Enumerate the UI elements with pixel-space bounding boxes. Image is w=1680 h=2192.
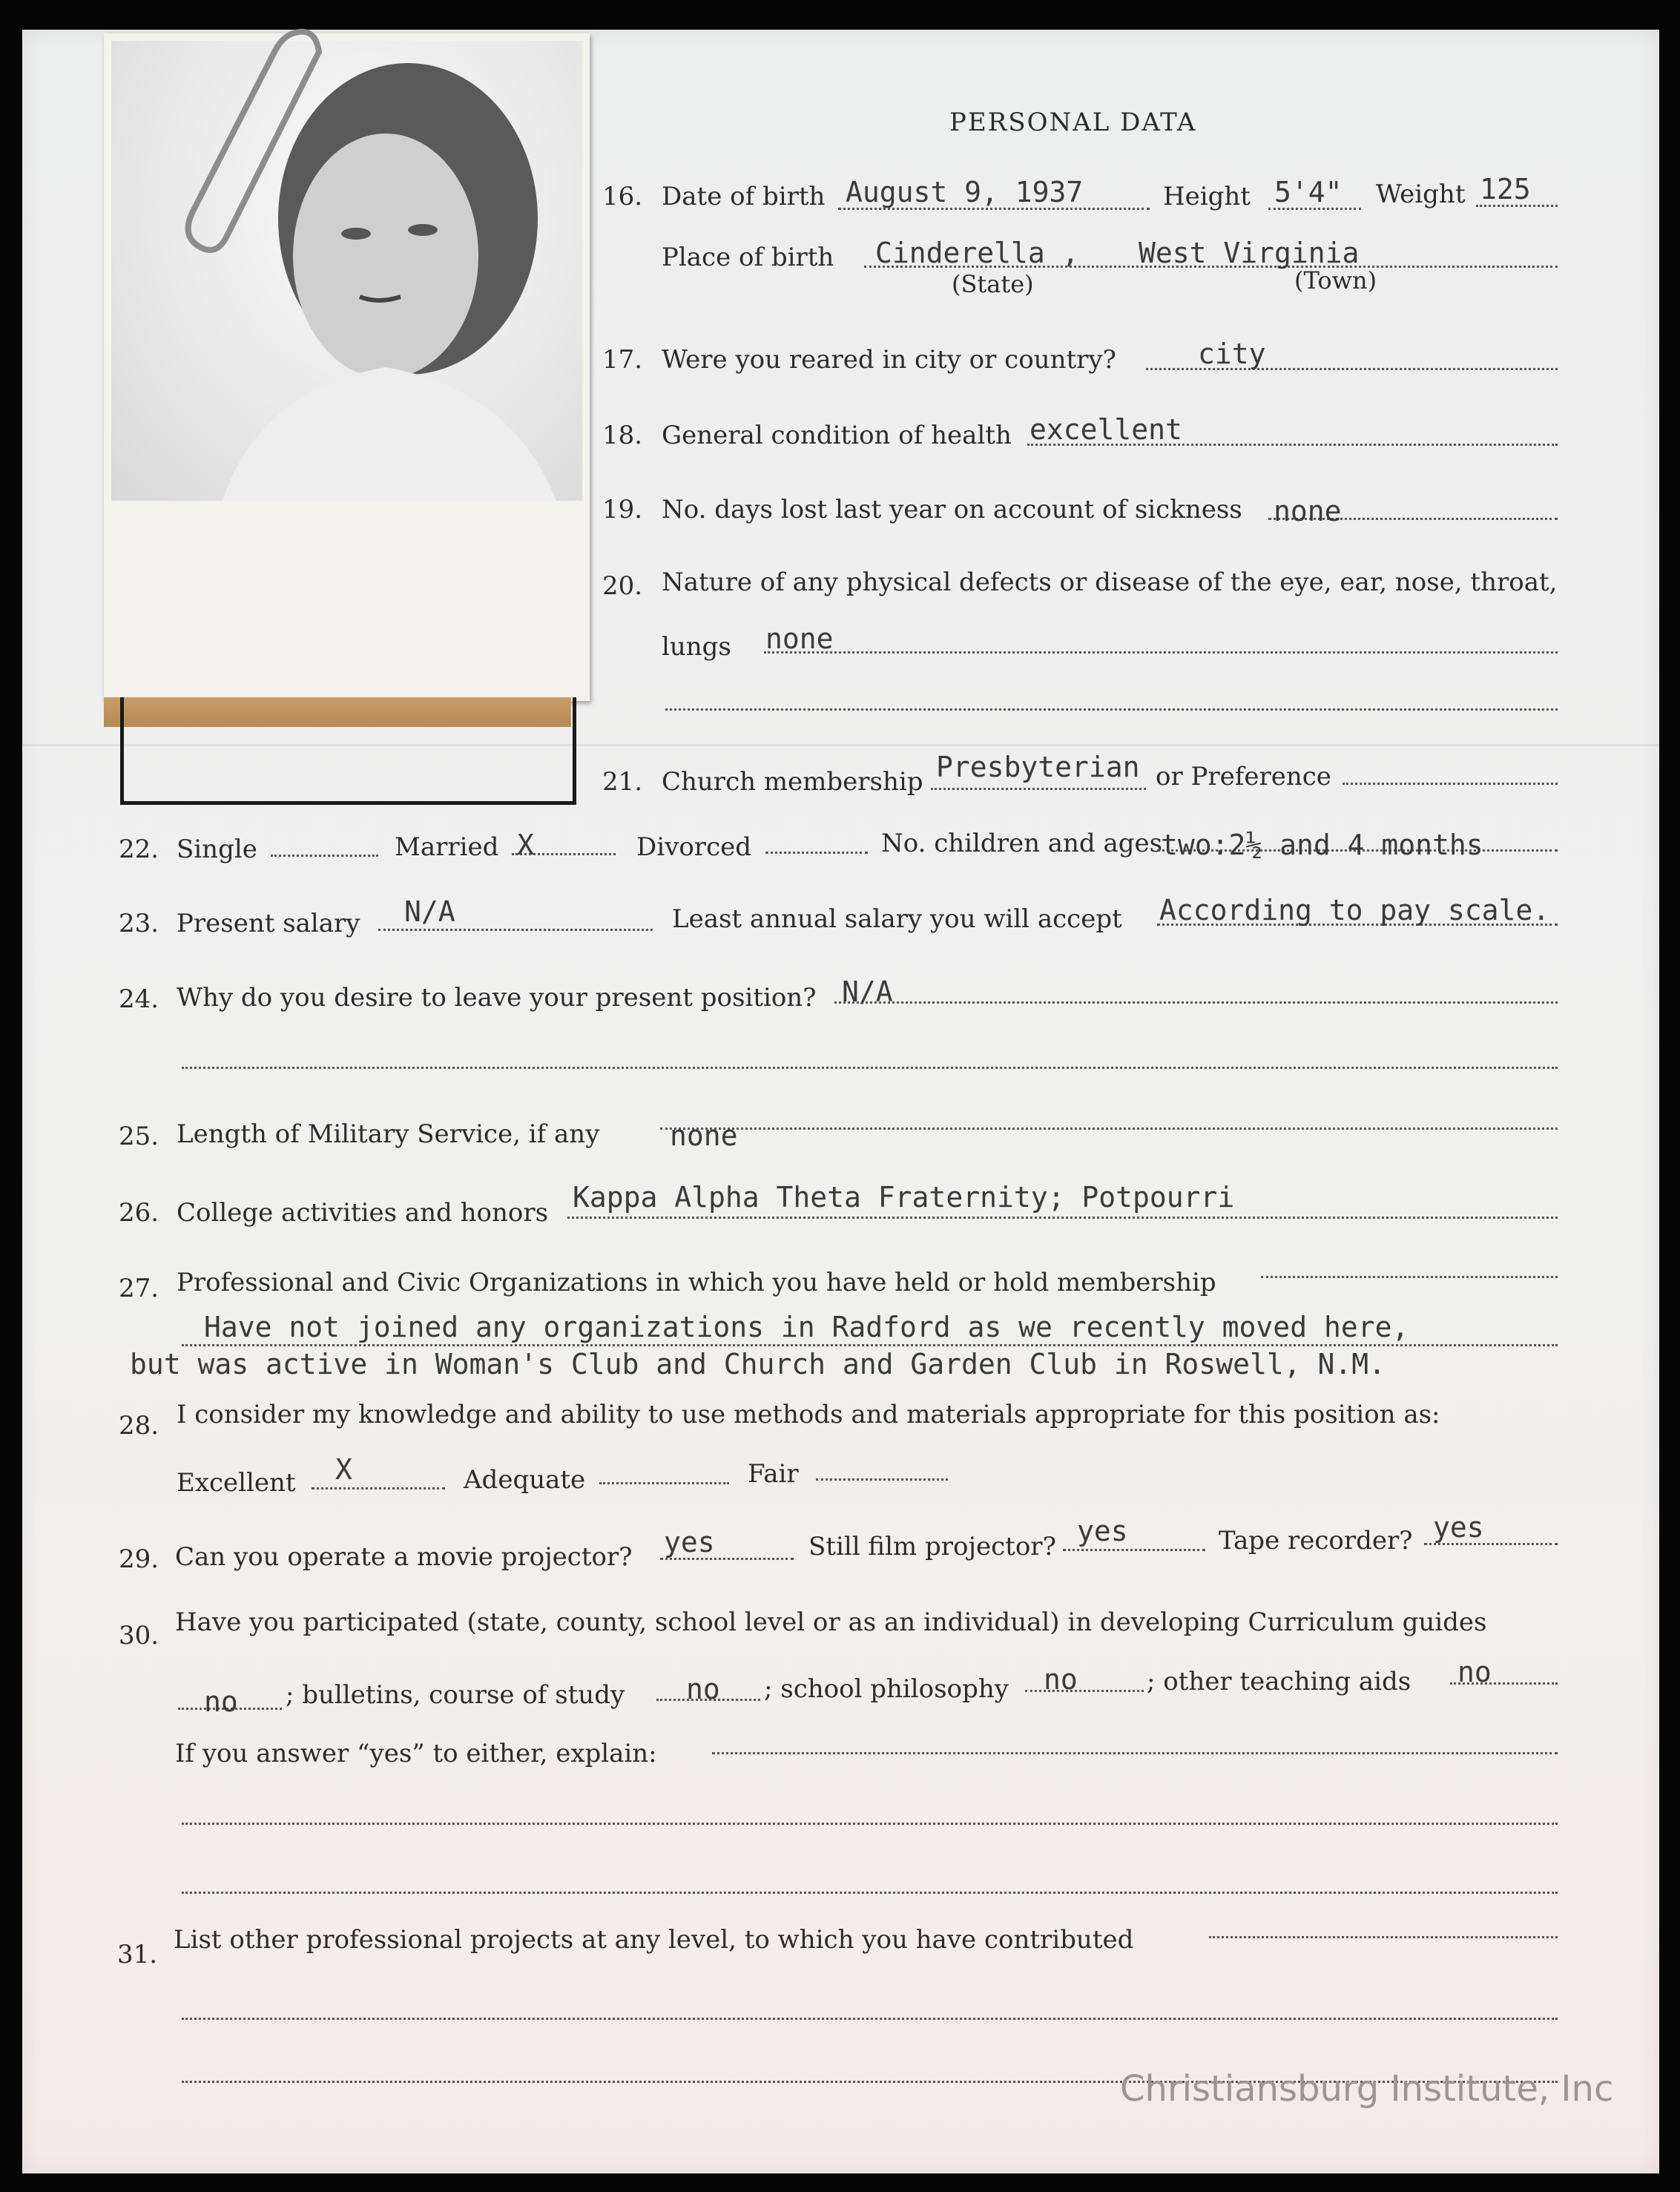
q24-value: N/A	[842, 975, 893, 1008]
still-line	[1063, 1549, 1205, 1551]
q31-line	[1209, 1936, 1558, 1938]
pob-label: Place of birth	[662, 243, 834, 272]
q27-value-2: but was active in Woman's Club and Church and Garden Club in Roswell, N.M.	[130, 1348, 1386, 1380]
fair-line	[816, 1478, 948, 1481]
tape-label: Tape recorder?	[1219, 1526, 1413, 1556]
q19-value: none	[1274, 495, 1342, 527]
bulletins-label: ; bulletins, course of study	[286, 1680, 625, 1710]
q24-line-2	[182, 1067, 1558, 1069]
q28-number: 28.	[119, 1411, 159, 1441]
adequate-label: Adequate	[464, 1465, 586, 1495]
q18-number: 18.	[602, 421, 643, 450]
page-title: PERSONAL DATA	[949, 108, 1197, 137]
paper-clip-icon	[182, 22, 330, 260]
q27-value-1: Have not joined any organizations in Radford as we recently moved here,	[204, 1311, 1409, 1343]
divorced-line	[765, 852, 868, 854]
q20-number: 20.	[602, 571, 643, 601]
q30-number: 30.	[119, 1621, 159, 1650]
q28-label: I consider my knowledge and ability to use methods and materials appropriate for this position as:	[177, 1400, 1440, 1429]
height-label: Height	[1163, 182, 1251, 211]
philosophy-value: no	[1044, 1663, 1078, 1696]
explain-line-2	[182, 1823, 1558, 1825]
q27-number: 27.	[119, 1274, 159, 1303]
q21-number: 21.	[602, 767, 643, 797]
q26-number: 26.	[119, 1198, 159, 1228]
dob-label: Date of birth	[662, 182, 826, 211]
q26-line	[567, 1217, 1558, 1219]
movie-label: Can you operate a movie projector?	[175, 1542, 633, 1572]
q25-label: Length of Military Service, if any	[177, 1119, 600, 1149]
q23-number: 23.	[119, 909, 159, 938]
aids-value: no	[1457, 1656, 1492, 1688]
q22-number: 22.	[119, 835, 159, 864]
q16-number: 16.	[602, 182, 643, 211]
pob-state: Cinderella ,	[875, 237, 1079, 269]
q23-least-label: Least annual salary you will accept	[672, 904, 1122, 934]
q17-value: city	[1198, 338, 1266, 370]
photo-frame	[120, 697, 576, 805]
applicant-photo	[104, 33, 590, 701]
tape-value: yes	[1433, 1511, 1484, 1544]
bulletins-value: no	[686, 1673, 720, 1705]
q31-label: List other professional projects at any level, to which you have contributed	[174, 1925, 1134, 1955]
guides-value: no	[204, 1685, 238, 1718]
q17-number: 17.	[602, 345, 643, 375]
married-label: Married	[395, 832, 499, 862]
single-line	[271, 855, 378, 857]
children-label: No. children and ages	[881, 829, 1163, 858]
fair-label: Fair	[748, 1459, 799, 1489]
excellent-label: Excellent	[177, 1468, 296, 1498]
dob-value: August 9, 1937	[846, 176, 1084, 208]
q21-value: Presbyterian	[936, 751, 1140, 783]
explain-label: If you answer “yes” to either, explain:	[175, 1739, 657, 1768]
q27-label: Professional and Civic Organizations in which you have held or hold membership	[177, 1268, 1216, 1297]
q31-line-2	[182, 2018, 1558, 2020]
q26-value: Kappa Alpha Theta Fraternity; Potpourri	[573, 1181, 1235, 1214]
q20-label: Nature of any physical defects or disease of the eye, ear, nose, throat,	[662, 567, 1558, 597]
q20-line	[764, 651, 1558, 654]
married-value: X	[517, 829, 534, 861]
q27-line-2	[182, 1344, 1558, 1346]
q29-number: 29.	[119, 1544, 159, 1574]
town-caption: (Town)	[1294, 266, 1377, 294]
q24-label: Why do you desire to leave your present position?	[177, 983, 817, 1013]
still-label: Still film projector?	[808, 1532, 1056, 1561]
q31-number: 31.	[117, 1940, 158, 1969]
q24-number: 24.	[119, 984, 159, 1014]
q25-value: none	[670, 1119, 738, 1152]
q25-number: 25.	[119, 1122, 159, 1151]
philosophy-line	[1025, 1690, 1144, 1692]
q21-line	[931, 788, 1146, 790]
height-value: 5'4"	[1274, 176, 1343, 208]
q23-value: N/A	[404, 895, 455, 928]
q23-label: Present salary	[177, 909, 360, 938]
excellent-line	[312, 1487, 445, 1490]
q19-number: 19.	[602, 495, 643, 524]
philosophy-label: ; school philosophy	[764, 1674, 1009, 1704]
q18-value: excellent	[1030, 413, 1182, 446]
q18-label: General condition of health	[662, 421, 1012, 450]
q27-line	[1261, 1276, 1558, 1278]
weight-value: 125	[1480, 173, 1531, 205]
q19-label: No. days lost last year on account of sickness	[662, 495, 1242, 524]
explain-line	[712, 1752, 1558, 1754]
q24-line	[834, 1001, 1558, 1004]
q21-label: Church membership	[662, 767, 923, 797]
q21-preference-label: or Preference	[1156, 762, 1331, 791]
q25-line	[660, 1128, 1558, 1130]
movie-value: yes	[664, 1526, 715, 1559]
pob-town: West Virginia	[1139, 237, 1360, 269]
state-caption: (State)	[952, 270, 1034, 298]
q20-label-lungs: lungs	[662, 632, 731, 662]
adequate-line	[599, 1482, 729, 1484]
divorced-label: Divorced	[636, 832, 751, 862]
q23-least-value: According to pay scale.	[1159, 894, 1550, 927]
q21-preference-line	[1343, 783, 1558, 785]
q17-label: Were you reared in city or country?	[662, 345, 1116, 375]
q20-value: none	[765, 622, 834, 655]
q20-line-2	[665, 708, 1558, 711]
single-label: Single	[177, 835, 257, 864]
q30-label: Have you participated (state, county, school level or as an individual) in developing Curriculum guides	[175, 1607, 1487, 1637]
children-value: two:2½ and 4 months	[1161, 829, 1483, 861]
still-value: yes	[1077, 1515, 1128, 1547]
watermark: Christiansburg Institute, Inc	[1120, 2068, 1614, 2110]
q23-line	[378, 929, 653, 931]
explain-line-3	[182, 1892, 1558, 1894]
excellent-value: X	[335, 1453, 352, 1486]
weight-label: Weight	[1376, 180, 1466, 209]
q26-label: College activities and honors	[177, 1198, 549, 1228]
aids-label: ; other teaching aids	[1147, 1667, 1411, 1696]
